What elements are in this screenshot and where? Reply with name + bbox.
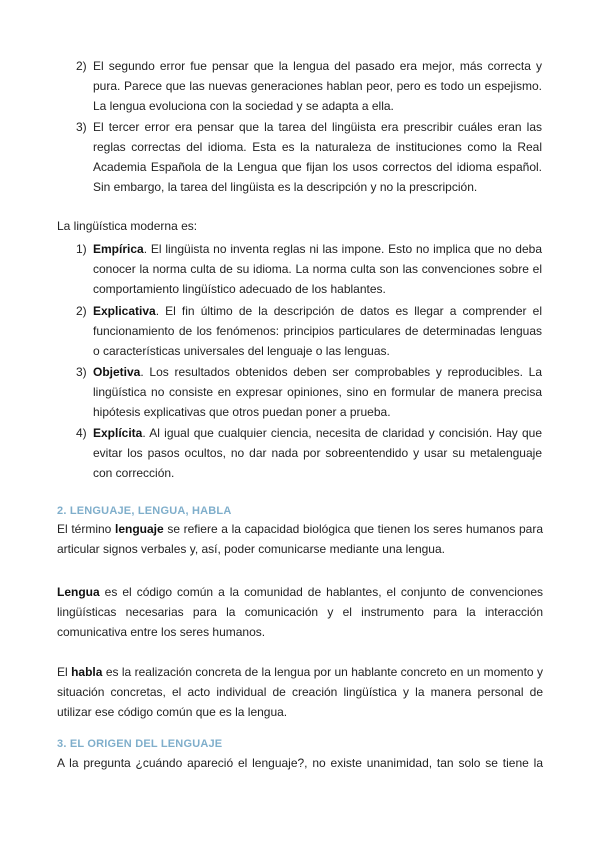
list-item-empirica bbox=[76, 239, 542, 299]
list-text: . El lingüista no inventa reglas ni las impone. Esto no implica que no deba conocer la norma culta de su idioma. La norma culta son las convenciones sobre el comportamiento lingüístico adecuado de los hablantes. bbox=[93, 242, 542, 296]
term-bold: Lengua bbox=[57, 585, 100, 599]
text: El término bbox=[57, 522, 115, 536]
list-text: El segundo error fue pensar que la lengua del pasado era mejor, más correcta y pura. Parece que las nuevas generaciones hablan peor, pero es todo un espejismo. La lengua evoluciona con la sociedad y se adapta a ella. bbox=[93, 59, 542, 113]
list-text: . El fin último de la descripción de datos es llegar a comprender el funcionamiento de los fenómenos: principios particulares de determinadas lenguas o características universales del lenguaje o las lenguas. bbox=[93, 304, 542, 358]
list-text: . Al igual que cualquier ciencia, necesita de claridad y concisión. Hay que evitar los pasos ocultos, no dar nada por sobreentendido y usar su metalenguaje con corrección. bbox=[93, 426, 542, 480]
term-bold: habla bbox=[71, 665, 103, 679]
term-bold: Objetiva bbox=[93, 365, 141, 379]
section-heading: 3. EL ORIGEN DEL LENGUAJE bbox=[57, 738, 223, 750]
list-number: 3) bbox=[76, 365, 87, 379]
term-bold: Explícita bbox=[93, 426, 143, 440]
list-item-objetiva bbox=[76, 362, 542, 422]
list-number: 2) bbox=[76, 59, 87, 73]
list-item-error-2 bbox=[76, 56, 542, 116]
term-bold: Explicativa bbox=[93, 304, 156, 318]
term-bold: lenguaje bbox=[114, 522, 164, 536]
list-item-explicita bbox=[76, 423, 542, 483]
term-bold: Empírica bbox=[93, 242, 144, 256]
paragraph-habla bbox=[57, 662, 543, 722]
list-number: 1) bbox=[76, 242, 87, 256]
text: El bbox=[57, 665, 72, 679]
text: se refiere a la capacidad biológica que tienen los seres humanos para articular signos verbales y, así, poder comunicarse mediante una lengua. bbox=[57, 522, 543, 556]
modern-linguistics-intro: La lingüística moderna es: bbox=[57, 219, 198, 233]
list-number: 3) bbox=[76, 120, 87, 134]
text: es la realización concreta de la lengua por un hablante concreto en un momento y situación concretas, el acto individual de creación lingüística y la manera personal de utilizar ese código común que es la lengua. bbox=[57, 665, 543, 719]
list-text: El tercer error era pensar que la tarea del lingüista era prescribir cuáles eran las reglas correctas del idioma. Esta es la naturaleza de instituciones como la Real Academia Española de la Lengua que fijan los usos correctos del idioma español. Sin embargo, la tarea del lingüista es la descripción y no la prescripción. bbox=[93, 120, 542, 194]
text: es el código común a la comunidad de hablantes, el conjunto de convenciones lingüísticas necesarias para la comunicación y el instrumento para la interacción comunicativa entre los seres humanos. bbox=[57, 585, 543, 639]
list-item-error-3 bbox=[76, 117, 542, 197]
list-item-explicativa bbox=[76, 301, 542, 361]
list-number: 2) bbox=[76, 304, 87, 318]
list-number: 4) bbox=[76, 426, 87, 440]
paragraph-origen: A la pregunta ¿cuándo apareció el lenguaje?, no existe unanimidad, tan solo se tiene la bbox=[57, 756, 543, 770]
section-heading: 2. LENGUAJE, LENGUA, HABLA bbox=[57, 505, 232, 517]
list-text: . Los resultados obtenidos deben ser comprobables y reproducibles. La lingüística no consiste en expresar opiniones, sino en formular de manera precisa hipótesis explicativas que otros puedan poner a prueba. bbox=[93, 365, 542, 419]
paragraph-lenguaje bbox=[57, 519, 543, 559]
paragraph-lengua bbox=[57, 582, 543, 642]
